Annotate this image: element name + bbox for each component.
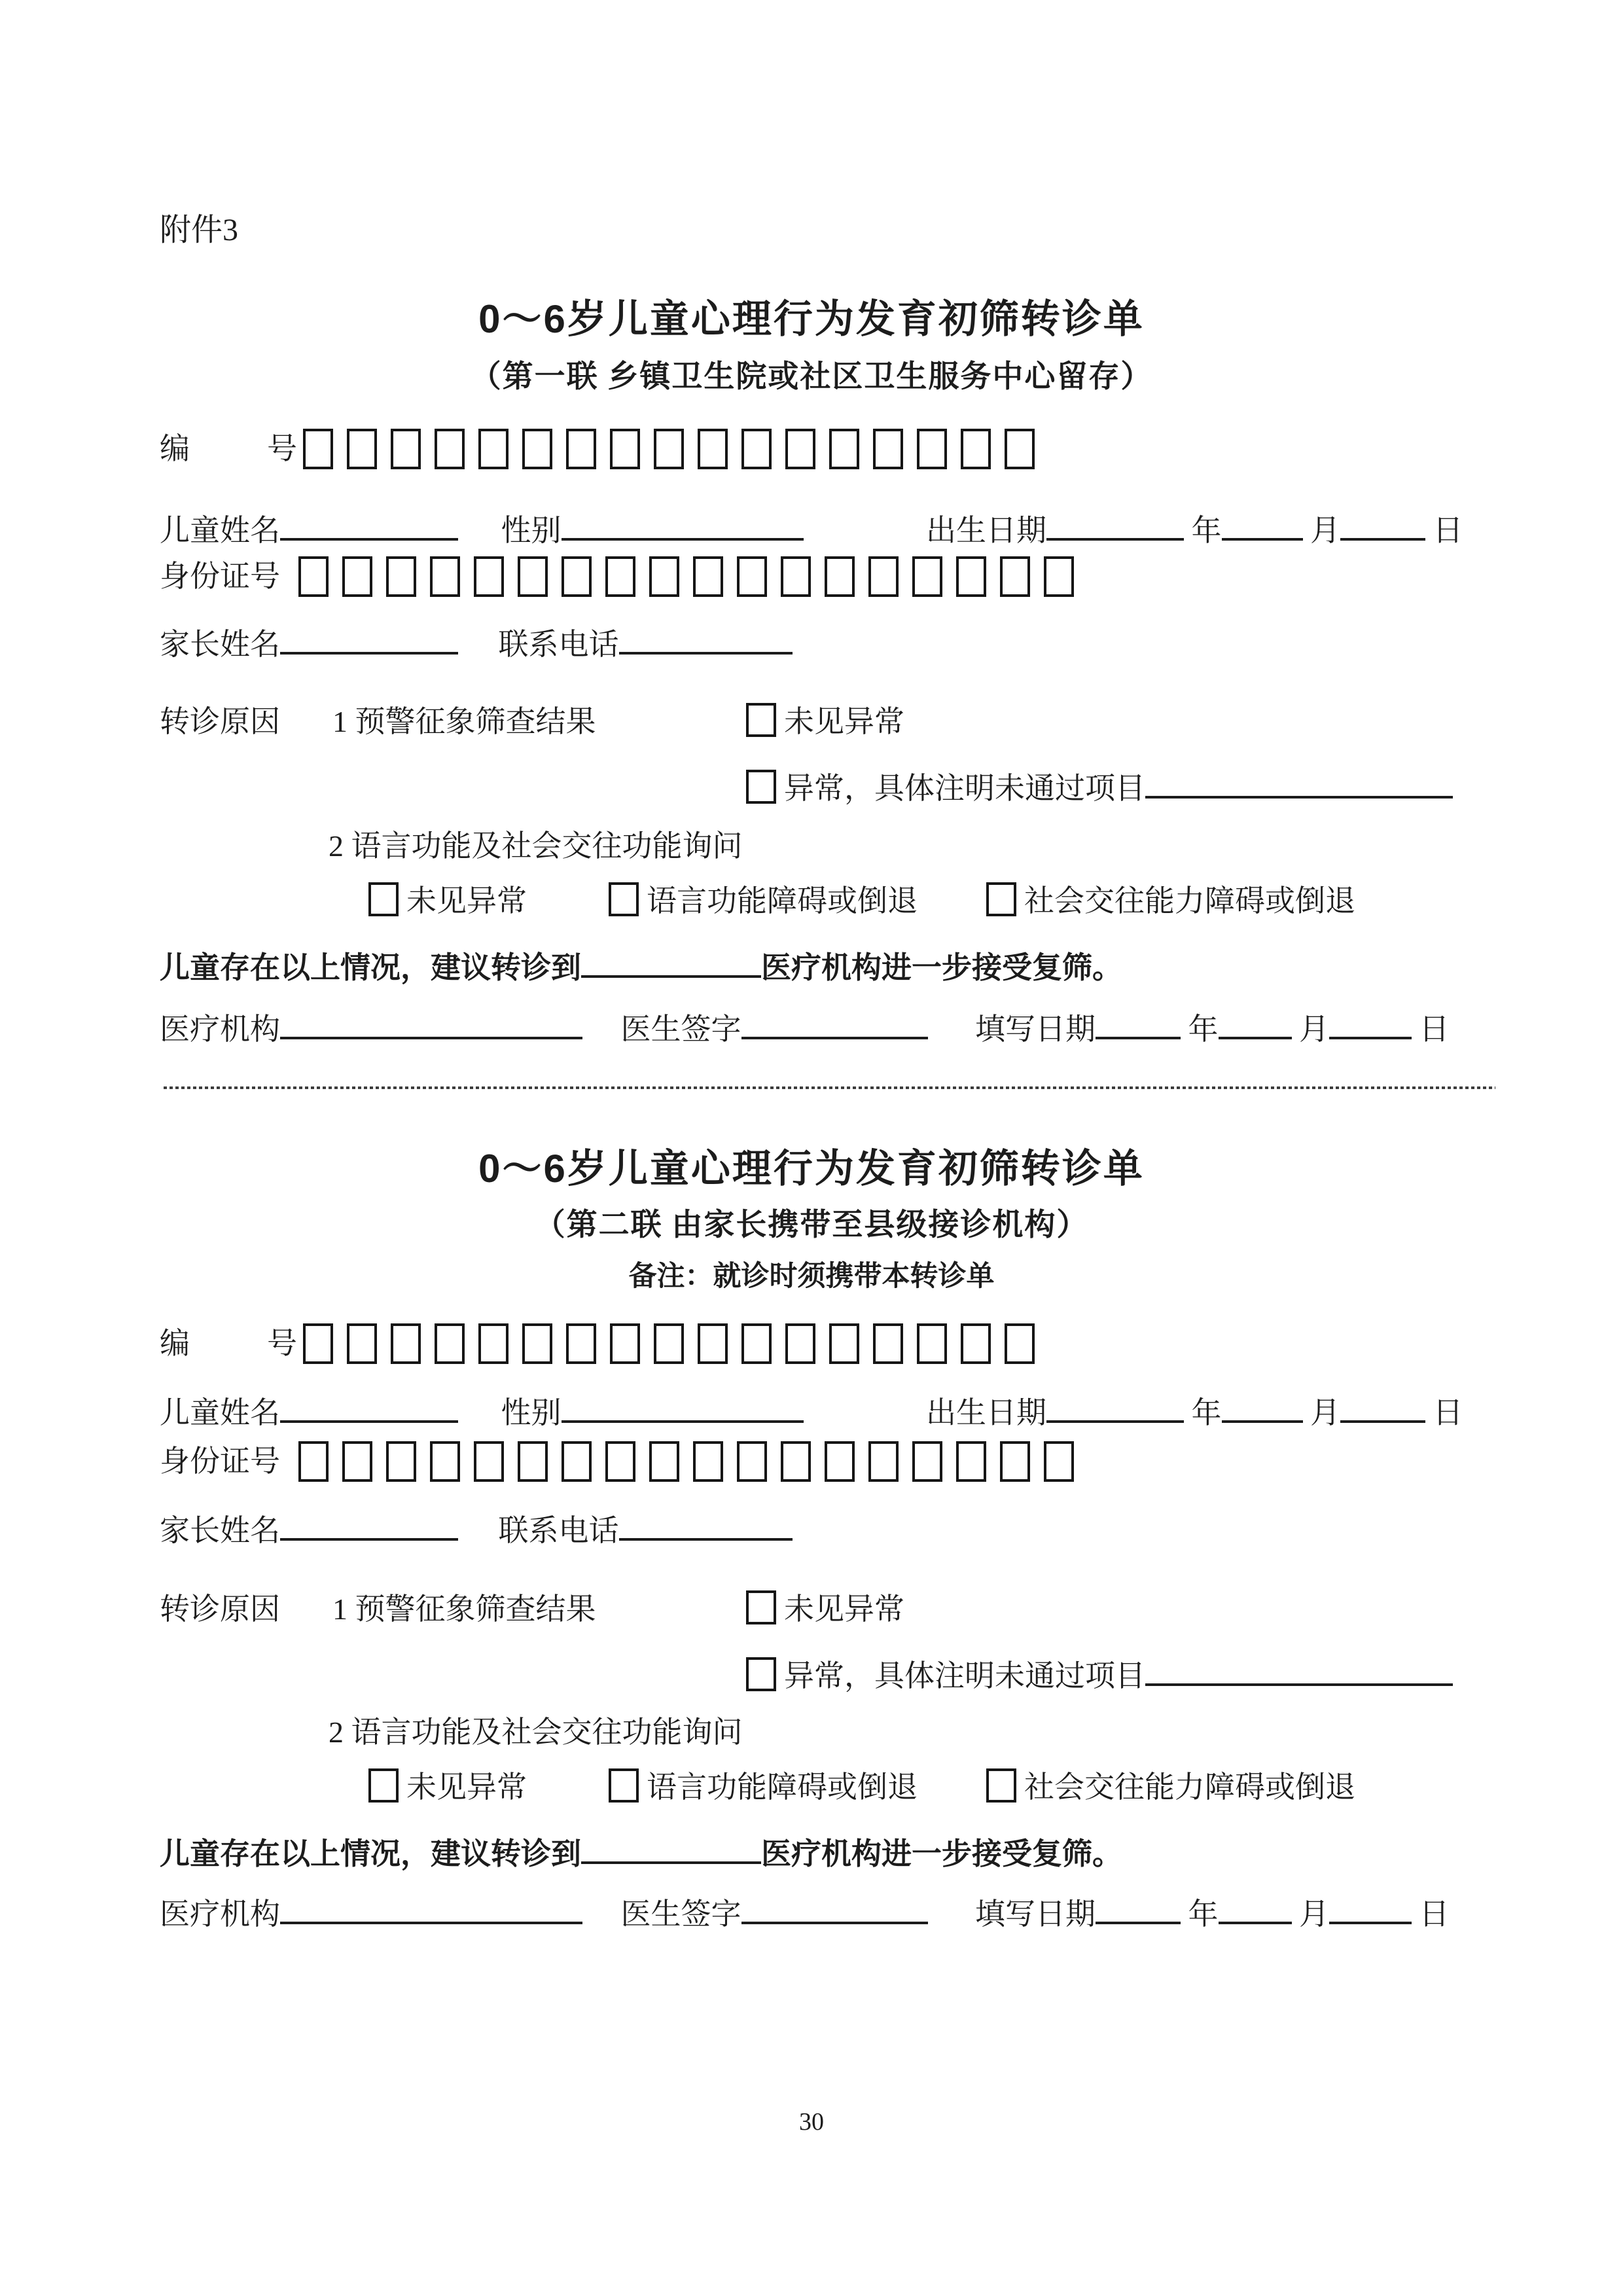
doctor-sign-input-line[interactable] bbox=[741, 1889, 928, 1924]
org-label: 医疗机构 bbox=[160, 1013, 280, 1046]
digit-box[interactable] bbox=[825, 556, 855, 597]
digit-box[interactable] bbox=[693, 556, 723, 597]
parent-name-label: 家长姓名 bbox=[160, 628, 280, 661]
digit-box[interactable] bbox=[785, 1323, 815, 1364]
digit-box[interactable] bbox=[785, 429, 815, 469]
form-title: 0～6岁儿童心理行为发育初筛转诊单 bbox=[478, 1147, 1145, 1191]
org-label: 医疗机构 bbox=[160, 1897, 280, 1931]
digit-box[interactable] bbox=[873, 1323, 903, 1364]
year-label: 年 bbox=[1191, 514, 1222, 547]
perforation-divider bbox=[164, 1086, 1495, 1089]
gender-label: 性别 bbox=[501, 514, 562, 547]
digit-box[interactable] bbox=[868, 556, 899, 597]
referral-reason-label: 转诊原因 bbox=[160, 1592, 280, 1626]
fill-day-input-line[interactable] bbox=[1329, 1889, 1412, 1924]
reason2-label: 2 语言功能及社会交往功能询问 bbox=[329, 829, 743, 863]
birth-year-input-line[interactable] bbox=[1046, 1388, 1184, 1423]
checkbox-social-impairment-icon[interactable] bbox=[986, 1768, 1016, 1803]
serial-digit-boxes bbox=[303, 1323, 1035, 1364]
digit-box[interactable] bbox=[649, 556, 679, 597]
digit-box[interactable] bbox=[430, 1441, 460, 1482]
digit-box[interactable] bbox=[737, 556, 767, 597]
digit-box[interactable] bbox=[610, 1323, 640, 1364]
digit-box[interactable] bbox=[829, 429, 859, 469]
digit-box[interactable] bbox=[956, 556, 986, 597]
child-info-row bbox=[160, 505, 1463, 550]
digit-box[interactable] bbox=[474, 556, 504, 597]
parent-name-input-line[interactable] bbox=[280, 1505, 458, 1541]
fill-date-label: 填写日期 bbox=[975, 1897, 1096, 1931]
advice-row bbox=[160, 1829, 1122, 1873]
doctor-sign-label: 医生签字 bbox=[620, 1897, 741, 1931]
digit-box[interactable] bbox=[518, 556, 548, 597]
phone-input-line[interactable] bbox=[619, 1505, 793, 1541]
reason1-abnormal-option: 异常，具体注明未通过项目 bbox=[746, 1651, 1453, 1695]
digit-box[interactable] bbox=[386, 556, 416, 597]
digit-box[interactable] bbox=[391, 1323, 421, 1364]
digit-box[interactable] bbox=[347, 1323, 377, 1364]
fill-month-input-line[interactable] bbox=[1219, 1889, 1292, 1924]
digit-box[interactable] bbox=[303, 429, 333, 469]
digit-box[interactable] bbox=[961, 1323, 991, 1364]
digit-box[interactable] bbox=[474, 1441, 504, 1482]
digit-box[interactable] bbox=[917, 1323, 947, 1364]
checkbox-abnormal-icon[interactable] bbox=[746, 1657, 776, 1691]
reason2-option1: 未见异常 bbox=[368, 882, 527, 920]
id-number-row bbox=[160, 556, 1074, 597]
advice-prefix: 儿童存在以上情况，建议转诊到 bbox=[160, 1837, 581, 1871]
year-label: 年 bbox=[1188, 1013, 1219, 1046]
checkbox-language-impairment-icon[interactable] bbox=[609, 882, 639, 916]
month-label: 月 bbox=[1299, 1897, 1329, 1931]
digit-box[interactable] bbox=[435, 1323, 465, 1364]
digit-box[interactable] bbox=[741, 1323, 772, 1364]
month-label: 月 bbox=[1299, 1013, 1329, 1046]
parent-info-row bbox=[160, 1505, 793, 1550]
abnormal-items-input-line[interactable] bbox=[1145, 763, 1453, 798]
birth-year-input-line[interactable] bbox=[1046, 505, 1184, 541]
referral-reason-label: 转诊原因 bbox=[160, 705, 280, 738]
digit-box[interactable] bbox=[430, 556, 460, 597]
phone-label: 联系电话 bbox=[498, 628, 619, 661]
advice-suffix: 医疗机构进一步接受复筛。 bbox=[761, 951, 1122, 984]
digit-box[interactable] bbox=[518, 1441, 548, 1482]
digit-box[interactable] bbox=[1044, 1441, 1074, 1482]
phone-label: 联系电话 bbox=[498, 1514, 619, 1547]
doctor-sign-input-line[interactable] bbox=[741, 1004, 928, 1039]
digit-box[interactable] bbox=[347, 429, 377, 469]
digit-box[interactable] bbox=[478, 429, 508, 469]
digit-box[interactable] bbox=[961, 429, 991, 469]
reason1-label: 1 预警征象筛查结果 bbox=[332, 1592, 596, 1626]
org-input-line[interactable] bbox=[280, 1004, 582, 1039]
child-name-label: 儿童姓名 bbox=[160, 1396, 280, 1429]
id-digit-boxes bbox=[298, 556, 1074, 597]
reason2-option3: 社会交往能力障碍或倒退 bbox=[986, 882, 1355, 920]
birth-day-input-line[interactable] bbox=[1340, 1388, 1425, 1423]
advice-prefix: 儿童存在以上情况，建议转诊到 bbox=[160, 951, 581, 984]
reason2-option3: 社会交往能力障碍或倒退 bbox=[986, 1768, 1355, 1806]
digit-box[interactable] bbox=[654, 429, 684, 469]
id-number-label: 身份证号 bbox=[160, 560, 280, 594]
child-name-input-line[interactable] bbox=[280, 1388, 458, 1423]
digit-box[interactable] bbox=[342, 556, 372, 597]
digit-box[interactable] bbox=[956, 1441, 986, 1482]
digit-box[interactable] bbox=[566, 429, 596, 469]
checkbox-abnormal-icon[interactable] bbox=[746, 770, 776, 804]
gender-input-line[interactable] bbox=[562, 1388, 804, 1423]
child-name-label: 儿童姓名 bbox=[160, 514, 280, 547]
digit-box[interactable] bbox=[1000, 1441, 1030, 1482]
month-label: 月 bbox=[1310, 1396, 1340, 1429]
digit-box[interactable] bbox=[868, 1441, 899, 1482]
digit-box[interactable] bbox=[829, 1323, 859, 1364]
form-subtitle: （第二联 由家长携带至县级接诊机构） bbox=[534, 1208, 1089, 1242]
digit-box[interactable] bbox=[654, 1323, 684, 1364]
reason1-abnormal-option: 异常，具体注明未通过项目 bbox=[746, 763, 1453, 808]
digit-box[interactable] bbox=[649, 1441, 679, 1482]
checkbox-social-impairment-icon[interactable] bbox=[986, 882, 1016, 916]
digit-box[interactable] bbox=[386, 1441, 416, 1482]
id-number-label: 身份证号 bbox=[160, 1444, 280, 1479]
referral-org-input-line[interactable] bbox=[581, 1829, 761, 1864]
day-label: 日 bbox=[1419, 1897, 1450, 1931]
advice-suffix: 医疗机构进一步接受复筛。 bbox=[761, 1837, 1122, 1871]
form-subtitle: （第一联 乡镇卫生院或社区卫生服务中心留存） bbox=[470, 360, 1153, 394]
digit-box[interactable] bbox=[303, 1323, 333, 1364]
digit-box[interactable] bbox=[522, 429, 552, 469]
digit-box[interactable] bbox=[693, 1441, 723, 1482]
serial-row bbox=[160, 429, 1035, 469]
attachment-label: 附件3 bbox=[160, 213, 239, 247]
reason2-label: 2 语言功能及社会交往功能询问 bbox=[329, 1715, 743, 1749]
child-info-row bbox=[160, 1388, 1463, 1432]
reason2-option1: 未见异常 bbox=[368, 1768, 527, 1806]
digit-box[interactable] bbox=[605, 556, 635, 597]
org-input-line[interactable] bbox=[280, 1889, 582, 1924]
id-number-row bbox=[160, 1441, 1074, 1482]
digit-box[interactable] bbox=[566, 1323, 596, 1364]
signature-row bbox=[160, 1004, 1450, 1049]
digit-box[interactable] bbox=[605, 1441, 635, 1482]
child-name-input-line[interactable] bbox=[280, 505, 458, 541]
serial-label: 编 号 bbox=[160, 1327, 297, 1361]
serial-label: 编 号 bbox=[160, 432, 297, 466]
reason2-option2: 语言功能障碍或倒退 bbox=[609, 1768, 918, 1806]
advice-row bbox=[160, 942, 1122, 987]
digit-box[interactable] bbox=[610, 429, 640, 469]
digit-box[interactable] bbox=[298, 556, 329, 597]
serial-row bbox=[160, 1323, 1035, 1364]
digit-box[interactable] bbox=[912, 1441, 942, 1482]
serial-digit-boxes bbox=[303, 429, 1035, 469]
parent-name-label: 家长姓名 bbox=[160, 1514, 280, 1547]
digit-box[interactable] bbox=[391, 429, 421, 469]
digit-box[interactable] bbox=[562, 556, 592, 597]
digit-box[interactable] bbox=[298, 1441, 329, 1482]
digit-box[interactable] bbox=[342, 1441, 372, 1482]
digit-box[interactable] bbox=[1005, 1323, 1035, 1364]
parent-name-input-line[interactable] bbox=[280, 619, 458, 655]
reason1-normal-option: 未见异常 bbox=[746, 1590, 904, 1628]
id-digit-boxes bbox=[298, 1441, 1074, 1482]
birth-month-input-line[interactable] bbox=[1222, 505, 1303, 541]
checkbox-language-impairment-icon[interactable] bbox=[609, 1768, 639, 1803]
fill-year-input-line[interactable] bbox=[1096, 1889, 1181, 1924]
digit-box[interactable] bbox=[917, 429, 947, 469]
digit-box[interactable] bbox=[1000, 556, 1030, 597]
reason2-row bbox=[160, 1713, 743, 1751]
fill-month-input-line[interactable] bbox=[1219, 1004, 1292, 1039]
digit-box[interactable] bbox=[741, 429, 772, 469]
day-label: 日 bbox=[1419, 1013, 1450, 1046]
birth-month-input-line[interactable] bbox=[1222, 1388, 1303, 1423]
abnormal-items-input-line[interactable] bbox=[1145, 1651, 1453, 1686]
checkbox-normal-icon[interactable] bbox=[746, 1590, 776, 1624]
reason2-row bbox=[160, 827, 743, 865]
month-label: 月 bbox=[1310, 514, 1340, 547]
digit-box[interactable] bbox=[1005, 429, 1035, 469]
form-title: 0～6岁儿童心理行为发育初筛转诊单 bbox=[478, 297, 1145, 341]
digit-box[interactable] bbox=[478, 1323, 508, 1364]
digit-box[interactable] bbox=[698, 1323, 728, 1364]
digit-box[interactable] bbox=[435, 429, 465, 469]
gender-label: 性别 bbox=[501, 1396, 562, 1429]
fill-year-input-line[interactable] bbox=[1096, 1004, 1181, 1039]
day-label: 日 bbox=[1433, 514, 1463, 547]
parent-info-row bbox=[160, 619, 793, 664]
fill-date-label: 填写日期 bbox=[975, 1013, 1096, 1046]
year-label: 年 bbox=[1188, 1897, 1219, 1931]
checkbox-no-abnormality-icon[interactable] bbox=[368, 1768, 399, 1803]
reason2-option2: 语言功能障碍或倒退 bbox=[609, 882, 918, 920]
birth-date-label: 出生日期 bbox=[926, 514, 1046, 547]
digit-box[interactable] bbox=[781, 1441, 811, 1482]
birth-date-label: 出生日期 bbox=[926, 1396, 1046, 1429]
digit-box[interactable] bbox=[522, 1323, 552, 1364]
birth-day-input-line[interactable] bbox=[1340, 505, 1425, 541]
digit-box[interactable] bbox=[781, 556, 811, 597]
digit-box[interactable] bbox=[562, 1441, 592, 1482]
checkbox-normal-icon[interactable] bbox=[746, 703, 776, 737]
phone-input-line[interactable] bbox=[619, 619, 793, 655]
digit-box[interactable] bbox=[1044, 556, 1074, 597]
digit-box[interactable] bbox=[825, 1441, 855, 1482]
form-note: 备注：就诊时须携带本转诊单 bbox=[628, 1261, 995, 1292]
signature-row bbox=[160, 1889, 1450, 1933]
checkbox-no-abnormality-icon[interactable] bbox=[368, 882, 399, 916]
doctor-sign-label: 医生签字 bbox=[620, 1013, 741, 1046]
day-label: 日 bbox=[1433, 1396, 1463, 1429]
fill-day-input-line[interactable] bbox=[1329, 1004, 1412, 1039]
gender-input-line[interactable] bbox=[562, 505, 804, 541]
referral-org-input-line[interactable] bbox=[581, 942, 761, 978]
digit-box[interactable] bbox=[912, 556, 942, 597]
year-label: 年 bbox=[1191, 1396, 1222, 1429]
digit-box[interactable] bbox=[698, 429, 728, 469]
reason1-normal-option: 未见异常 bbox=[746, 703, 904, 741]
digit-box[interactable] bbox=[737, 1441, 767, 1482]
reason1-label: 1 预警征象筛查结果 bbox=[332, 705, 596, 738]
digit-box[interactable] bbox=[873, 429, 903, 469]
page-number: 30 bbox=[799, 2108, 824, 2136]
